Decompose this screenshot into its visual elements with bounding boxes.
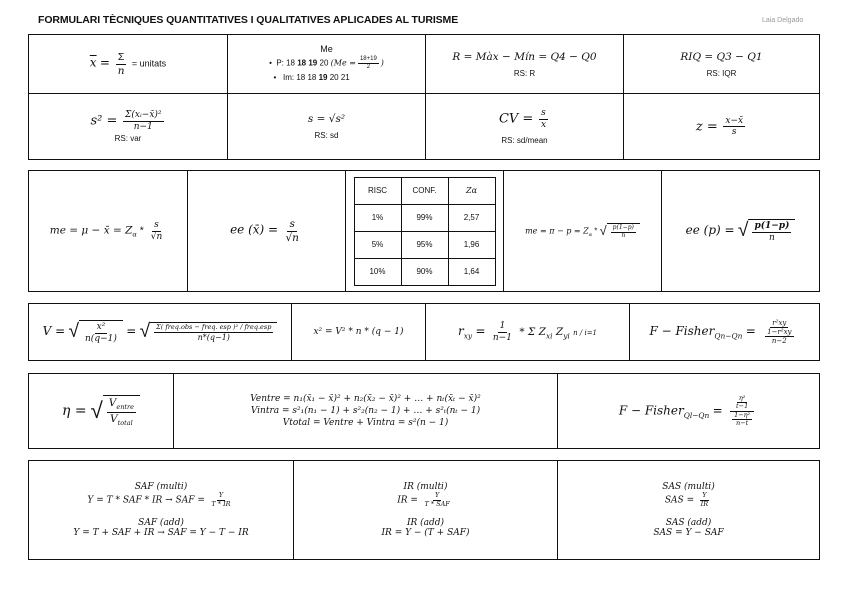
inference-formulas-box (28, 170, 820, 292)
mean-numerator: Σ (117, 51, 125, 64)
eta-numerator: V (108, 396, 117, 409)
ir-multi-title: IR (multi) (403, 482, 448, 493)
sd-rs: RS: sd (314, 131, 339, 140)
sas-multi-formula: SAS = (664, 495, 695, 506)
standard-error-mean-numerator: s (289, 218, 295, 231)
standard-error-proportion-cell: ee (p) = √ $\frac{p(1-p)}{n}$ (661, 171, 819, 291)
correlation-lhs: r (457, 324, 464, 339)
time-series-formulas-box (28, 460, 820, 560)
saf-add-title: SAF (add) (138, 517, 184, 528)
variance-cell (29, 93, 227, 159)
table-header-row (354, 177, 495, 204)
page-title: FORMULARI TÈCNIQUES QUANTITATIVES I QUALITATIVES APLICADES AL TURISME (38, 14, 459, 26)
sas-cell: SAS (multi) SAS = $\frac{Y}{IR}$ SAS (add) SAS = Y − SAF (557, 461, 819, 559)
margin-error-proportion-denominator: n (621, 231, 626, 239)
mean-denominator: n (117, 64, 125, 77)
association-formulas-box (28, 303, 820, 361)
standard-error-mean-lhs: ee (x̄) = (230, 223, 279, 238)
correlation-sum-bounds: n / i=1 (573, 329, 598, 338)
fisher-correlation-lhs: F − Fisher (649, 324, 715, 339)
z-denominator: s (731, 127, 737, 137)
correlation-denominator: n−1 (492, 332, 512, 343)
table-header: RISC (354, 177, 401, 204)
chi-square-formula: x² = V² * n * (q − 1) (313, 327, 404, 337)
table-cell: 10% (354, 258, 401, 285)
margin-error-proportion-text: me = π − p = Z (525, 226, 589, 236)
median-p-line: • P: 18 18 19 20 (Me = $\frac{18+19}{2}$ ) (269, 56, 384, 70)
fisher-anova-denominator: 1−η² (734, 410, 751, 419)
saf-multi-title: SAF (multi) (134, 482, 188, 493)
cv-cell (425, 93, 623, 159)
eta-cell: η = √ $\frac{V_{entre}}{V_{total}}$ (29, 374, 173, 448)
table-cell: 2,57 (448, 204, 495, 231)
standard-error-proportion-denominator: n (769, 232, 775, 243)
variance-within-line: Vintra = s²₁(n₁ − 1) + s²₂(n₂ − 1) + … + s²ₜ(nₜ − 1) (250, 406, 481, 416)
ir-multi-formula: IR = (397, 495, 418, 506)
table-cell: 5% (354, 231, 401, 258)
correlation-cell: $r_{xy}$ = $\frac{1}{n-1}$ * Σ $Z_{xi}$ $Z_{yi}$ n / i=1 (425, 304, 629, 360)
mean-cell: $\overline{x}$ = $\frac{\Sigma}{n}$ = unitats (89, 51, 167, 77)
ir-add-formula: IR = Y − (T + SAF) (381, 527, 470, 538)
cramer-v-numerator: x² (96, 322, 106, 333)
variance-rs: RS: var (114, 133, 142, 143)
variance-decomposition-cell (173, 374, 557, 448)
eta-denominator: V (110, 412, 118, 425)
sd-formula: s = √s² (307, 113, 346, 125)
cv-denominator: x (540, 119, 547, 130)
mean-units: = unitats (131, 59, 167, 70)
saf-multi-formula: Y = T * SAF * IR → SAF = (87, 495, 205, 506)
chi-square-cell (291, 304, 425, 360)
table-cell: 1,64 (448, 258, 495, 285)
fisher-anova-cell: F − Fisher$_{Ql-Qn}$ = $\frac{\frac{\text{η²}}{t-1}}{\frac{\text{1−η²}}{n-t}}$ (557, 374, 819, 448)
margin-error-proportion-numerator: p(1−p) (612, 223, 634, 231)
table-cell: 99% (401, 204, 448, 231)
variance-between-line: Ventre = n₁(x̄₁ − x̄)² + n₂(x̄₂ − x̄)² + … + nₜ(x̄ₜ − x̄)² (250, 394, 481, 404)
saf-cell: SAF (multi) Y = T * SAF * IR → SAF = $\frac{Y}{T * IR}$ SAF (add) Y = T + SAF + IR → SAF = Y − T − IR (73, 482, 249, 538)
table-cell: 90% (401, 258, 448, 285)
riq-formula: RIQ = Q3 − Q1 (680, 50, 763, 63)
cramer-v-denominator-2: n*(q−1) (197, 332, 230, 342)
margin-error-mean-cell: me = μ − x̄ = $Z_\alpha$ * $\frac{s}{√n}$ (49, 220, 163, 242)
margin-error-mean-denominator: √n (150, 231, 163, 242)
anova-formulas-box (28, 373, 820, 449)
median-title: Me (320, 44, 333, 55)
median-im-line: • Im: 18 18 19 20 21 (269, 72, 350, 82)
descriptive-formulas-box (28, 34, 820, 160)
riq-cell (623, 35, 819, 93)
mean-variable: $\overline{x}$ (89, 56, 97, 71)
ir-add-title: IR (add) (406, 517, 445, 528)
z-cell (623, 93, 819, 159)
table-cell: 1% (354, 204, 401, 231)
cramer-v-lhs: V = (42, 324, 66, 339)
cv-numerator: s (541, 108, 546, 119)
margin-error-proportion-cell: me = $\pi - p = Z_\alpha$ * √ $\frac{p(1-p)}{n}$ (503, 171, 661, 291)
table-row (354, 204, 495, 231)
sas-multi-title: SAS (multi) (662, 482, 715, 493)
cv-lhs: CV = (498, 111, 534, 127)
cv-rs: RS: sd/mean (501, 135, 548, 145)
standard-error-mean-cell (187, 171, 345, 291)
range-rs: RS: R (513, 68, 536, 78)
fisher-anova-numerator: η² (738, 393, 746, 402)
ir-cell: IR (multi) IR = $\frac{Y}{\text{T * SAF}}$ IR (add) IR = Y − (T + SAF) (293, 461, 557, 559)
z-numerator: x−x̄ (725, 115, 744, 126)
variance-denominator: n−1 (133, 121, 153, 132)
margin-error-mean-text: me = μ − x̄ = Z (49, 224, 133, 237)
confidence-table (354, 177, 496, 286)
author-name: Laia Delgado (762, 17, 804, 24)
standard-error-mean-denominator: √n (285, 231, 299, 244)
fisher-correlation-numerator: r²xy (772, 318, 787, 327)
sas-add-title: SAS (add) (665, 517, 712, 528)
standard-error-proportion-numerator: p(1−p) (754, 221, 790, 232)
table-row (354, 231, 495, 258)
variance-numerator: Σ(xᵢ−x̄)² (125, 110, 162, 121)
margin-error-mean-numerator: s (154, 220, 159, 231)
table-cell: 1,96 (448, 231, 495, 258)
cramer-v-numerator-2: Σ( freq.obs − freq. esp )² / freq.esp (156, 323, 272, 332)
cramer-v-cell: V = √ $\frac{\text{x²}}{n(q-1)}$ = √ $\frac{\text{Σ( freq.obs − freq. esp )² / freq.esp}}{n*(q-1)}$ (29, 304, 291, 360)
saf-add-formula: Y = T + SAF + IR → SAF = Y − T − IR (73, 527, 249, 538)
variance-total-line: Vtotal = Ventre + Vintra = s²(n − 1) (282, 418, 449, 428)
cramer-v-denominator: n(q−1) (85, 333, 117, 344)
table-row (354, 258, 495, 285)
range-formula: R = Màx − Mín = Q4 − Q0 (452, 50, 597, 63)
fisher-anova-lhs: F − Fisher (618, 403, 684, 418)
table-header: Zα (448, 177, 495, 204)
correlation-sum: * Σ Z (519, 326, 546, 339)
standard-error-proportion-lhs: ee (p) = (685, 223, 735, 238)
eta-lhs: η = (62, 402, 87, 419)
correlation-numerator: 1 (499, 321, 506, 332)
range-cell (425, 35, 623, 93)
median-cell (227, 35, 425, 93)
confidence-table-cell (345, 171, 503, 291)
table-header: CONF. (401, 177, 448, 204)
sas-add-formula: SAS = Y − SAF (653, 527, 724, 538)
table-cell: 95% (401, 231, 448, 258)
z-lhs: z = (695, 118, 718, 134)
sd-cell (227, 93, 425, 159)
variance-lhs: s² = (90, 113, 118, 129)
riq-rs: RS: IQR (706, 68, 737, 78)
fisher-correlation-cell: F − Fisher$_{Qn-Qn}$ = $\frac{\text{r²xy}}{\frac{\text{1−r²xy}}{n-2}}$ (629, 304, 819, 360)
